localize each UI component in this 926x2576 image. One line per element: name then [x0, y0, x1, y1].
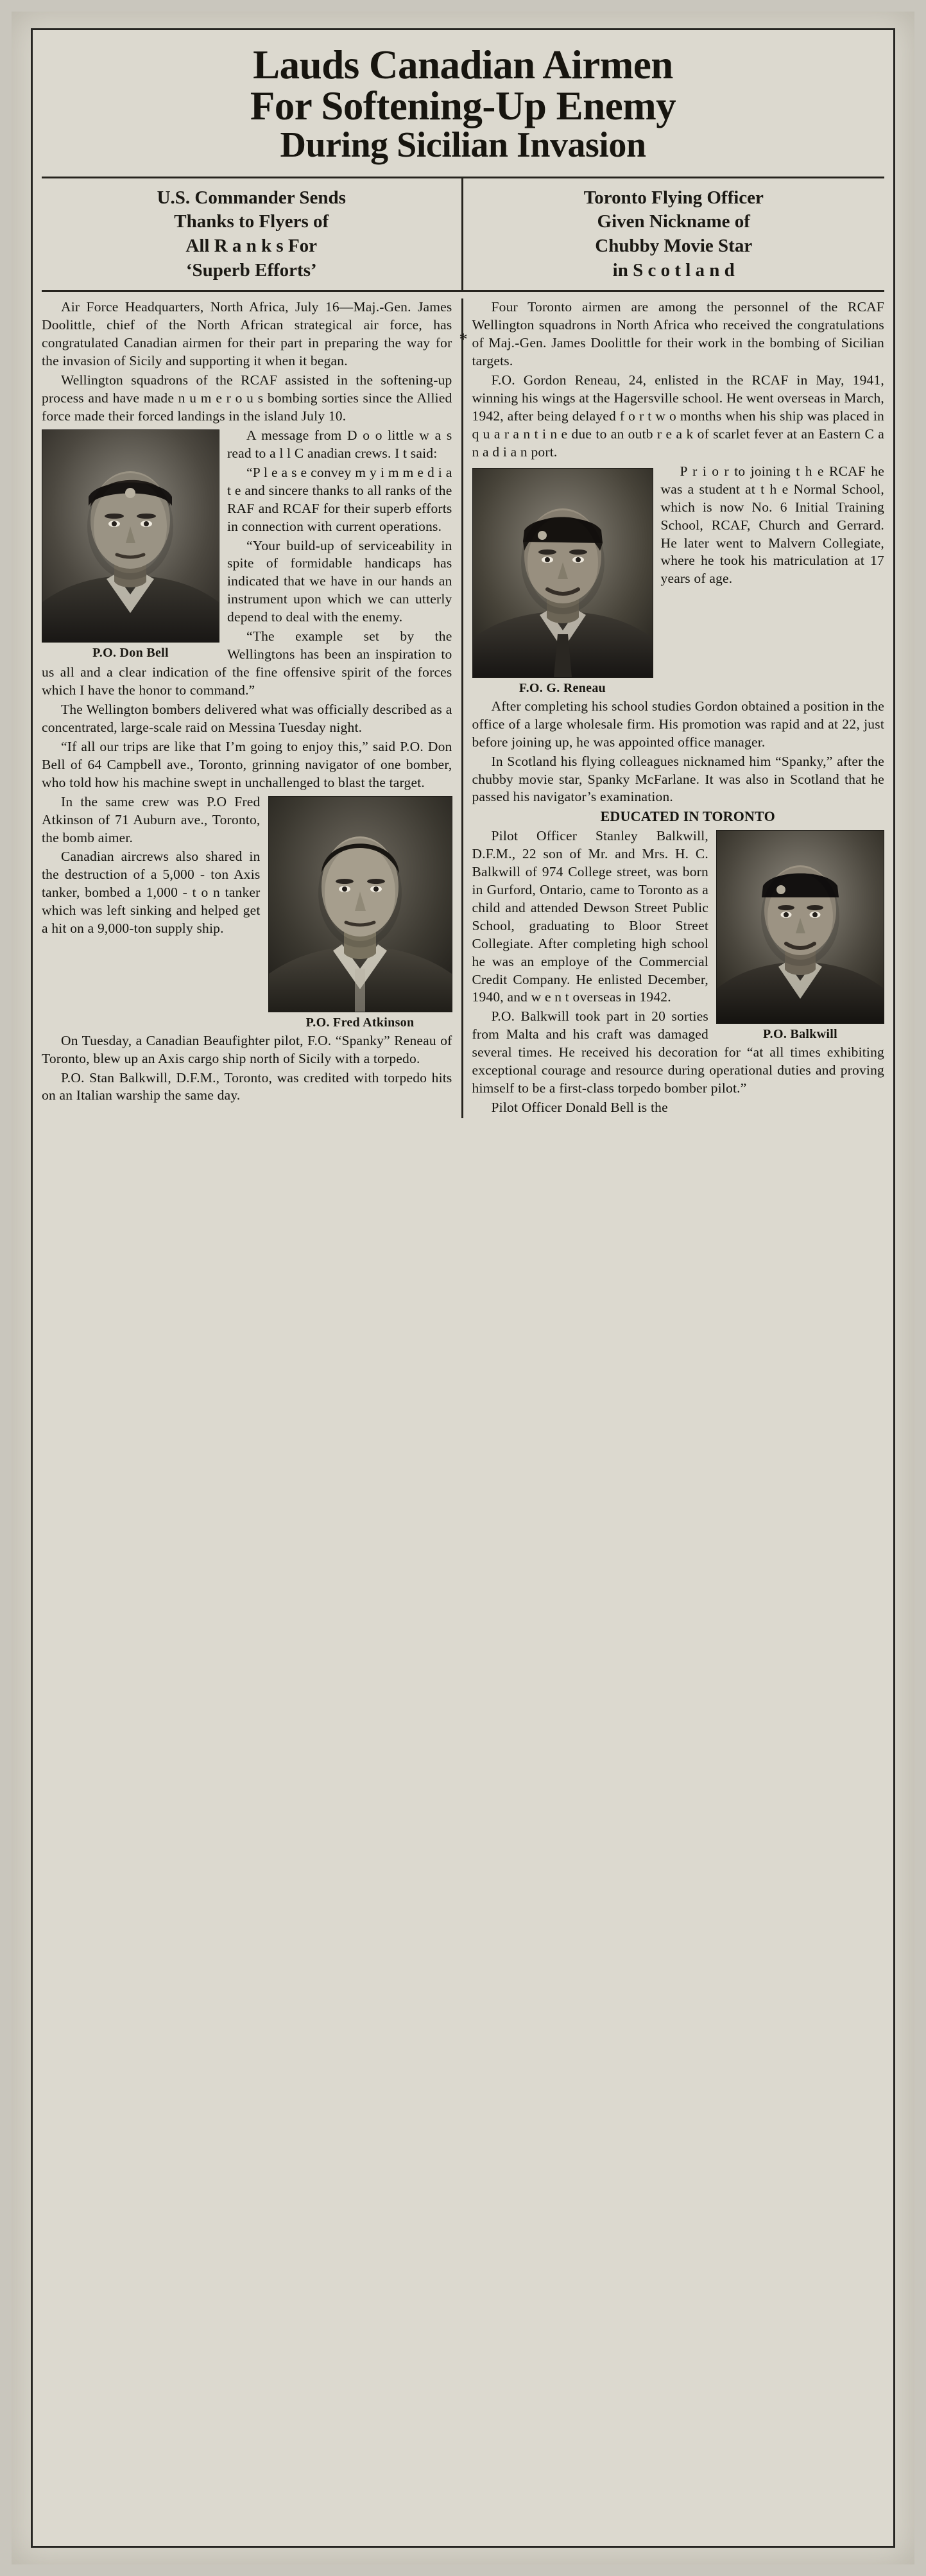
subheadline-left-line-1: U.S. Commander Sends	[157, 187, 346, 208]
paper-sheet	[12, 12, 914, 2564]
paragraph: Air Force Headquarters, North Africa, July 16—Maj.-Gen. James Doolittle, chief of the North African strategical air force, has congratulated Canadian airmen for their part in preparing the way for the invasion of Sicily and supporting it when it began.	[42, 299, 452, 369]
headline-line-1: Lauds Canadian Airmen	[253, 42, 673, 87]
headline-line-3: During Sicilian Invasion	[280, 125, 646, 165]
photo-g-reneau	[472, 468, 653, 696]
paragraph: “If all our trips are like that I’m going to enjoy this,” said P.O. Don Bell of 64 Campbell ave., Toronto, grinning navigator of one bomber, who told how his machine swept in unchallenged to blast the target.	[42, 738, 452, 790]
subheadline-left-line-3: All R a n k s For	[185, 235, 318, 256]
paragraph: In Scotland his flying colleagues nicknamed him “Spanky,” after the chubby movie star, Spanky McFarlane. It was also in Scotland that he passed his navigator’s examination.	[472, 753, 884, 805]
photo-caption: P.O. Balkwill	[763, 1027, 837, 1042]
body-columns	[42, 292, 884, 1118]
paragraph: Pilot Officer Stanley Balkwill, D.F.M., 22 son of Mr. and Mrs. H. C. Balkwill of 974 College street, was born in Gurford, Ontario, came to Toronto as a child and attended Dewson Street Public School, graduating to Bloor Street Collegiate. After completing high school he was an employe of the Commercial Credit Company. He enlisted December, 1940, and w e n t overseas in 1942.	[472, 828, 708, 1005]
paragraph: In the same crew was P.O Fred Atkinson of 71 Auburn ave., Toronto, the bomb aimer.	[42, 793, 261, 845]
section-subheading: EDUCATED IN TORONTO	[600, 808, 775, 825]
photo-frame	[268, 796, 452, 1012]
paragraph: “Your build-up of serviceability in spite of formidable handicaps has indicated that we have in our hands an instrument upon which we can utterly depend to deal with the enemy.	[227, 537, 452, 625]
subheadline-right	[463, 178, 885, 291]
photo-don-bell	[42, 429, 219, 661]
subheadline-right-line-3: Chubby Movie Star	[595, 235, 753, 256]
paragraph: A message from D o o little w a s read to a l l C anadian crews. I t said:	[227, 427, 452, 461]
photo-frame	[716, 830, 884, 1024]
article-frame	[31, 28, 895, 2548]
paragraph: Four Toronto airmen are among the personnel of the RCAF Wellington squadrons in North Africa who received the congratulations of Maj.-Gen. James Doolittle for their work in the bombing of Sicilian targets.	[472, 299, 884, 369]
photo-caption: P.O. Fred Atkinson	[305, 1015, 415, 1030]
headline-line-2: For Softening-Up Enemy	[250, 83, 676, 129]
paragraph: Wellington squadrons of the RCAF assisted in the softening-up process and have made n u m e r o u s bombing sorties since the Allied force made their forced landings in the island July 10.	[42, 372, 452, 424]
photo-frame	[42, 429, 219, 643]
paragraph: “P l e a s e convey m y i m m e d i a t e and sincere thanks to all ranks of the RAF and RCAF for their superb efforts in connection with current operations.	[227, 464, 452, 534]
column-left	[42, 298, 463, 1118]
photo-fred-atkinson	[268, 796, 452, 1031]
photo-balkwill	[716, 830, 884, 1042]
paragraph: P.O. Stan Balkwill, D.F.M., Toronto, was credited with torpedo hits on an Italian warship the same day.	[42, 1069, 452, 1103]
subheadline-right-line-4: in S c o t l a n d	[612, 259, 735, 281]
paragraph: The Wellington bombers delivered what was officially described as a concentrated, large-scale raid on Messina Tuesday night.	[42, 701, 452, 735]
photo-caption: P.O. Don Bell	[92, 645, 169, 660]
paragraph: Canadian aircrews also shared in the destruction of a 5,000 - ton Axis tanker, bombed a 1,000 - t o n tanker which was left sinking and helped get a hit on a 9,000-ton supply ship.	[42, 849, 261, 937]
paragraph: After completing his school studies Gordon obtained a position in the office of a large wholesale firm. His promotion was rapid and at 22, just before joining up, he was appointed office manager.	[472, 698, 884, 750]
paragraph: P r i o r to joining t h e RCAF he was a student at t h e Normal School, which is now No. 6 Initial Training School, RCAF, Church and Gerrard. He later went to Malvern Collegiate, where he took his matriculation at 17 years of age.	[660, 463, 884, 587]
subheadline-left	[42, 178, 463, 291]
portrait-image-don-bell	[42, 430, 219, 642]
paragraph: F.O. Gordon Reneau, 24, enlisted in the RCAF in May, 1941, winning his wings at the Hagersville school. He went overseas in March, 1942, after being delayed f o r t w o months when his ship was placed in q u a r a n t i n e due to an outb r e a k of scarlet fever at an Eastern C a n a d i a n port.	[472, 372, 884, 460]
subheadline-left-line-4: ‘Superb Efforts’	[185, 259, 317, 281]
photo-caption: F.O. G. Reneau	[519, 680, 606, 695]
subheadline-right-line-2: Given Nickname of	[597, 211, 750, 232]
portrait-image-g-reneau	[473, 469, 653, 677]
asterisk-mark: *	[459, 329, 468, 349]
subheadline-right-line-1: Toronto Flying Officer	[583, 187, 764, 208]
column-right	[463, 298, 885, 1118]
headline-block	[33, 30, 893, 168]
paragraph: Pilot Officer Donald Bell is the	[491, 1100, 668, 1116]
paragraph: “The example set by the Wellingtons has been an inspiration to us all and a clear indication of the fine offensive spirit of the forces which I have the honor to command.”	[42, 628, 452, 698]
portrait-image-fred-atkinson	[269, 797, 452, 1012]
portrait-image-balkwill	[717, 831, 884, 1023]
paragraph: On Tuesday, a Canadian Beaufighter pilot, F.O. “Spanky” Reneau of Toronto, blew up an Axis cargo ship north of Sicily with a torpedo.	[42, 1032, 452, 1066]
subheadline-left-line-2: Thanks to Flyers of	[174, 211, 329, 232]
photo-frame	[472, 468, 653, 678]
paragraph: P.O. Balkwill took part in 20 sorties from Malta and his craft was damaged several times. He received his decoration for “at all times exhibiting exceptional courage and resource during operational duties and proving himself to be a first-class torpedo bomber pilot.”	[472, 1008, 884, 1096]
subheadline-row	[42, 178, 884, 293]
